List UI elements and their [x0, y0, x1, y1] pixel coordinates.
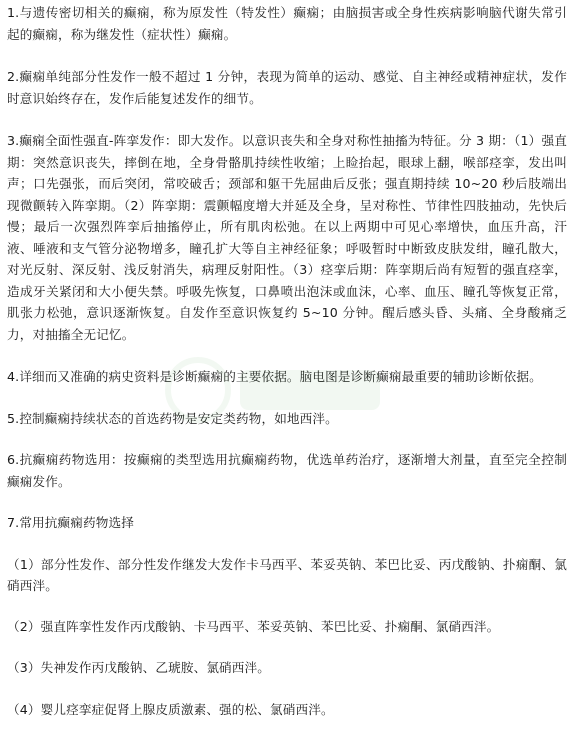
- paragraph-partial-seizure-drugs: （1）部分性发作、部分性发作继发大发作卡马西平、苯妥英钠、苯巴比妥、丙戊酸钠、扑痫酮、氯硝西泮。: [7, 556, 567, 593]
- paragraph-hereditary-epilepsy: 1.与遗传密切相关的癫痫，称为原发性（特发性）癫痫；由脑损害或全身性疾病影响脑代谢失常引起的癫痫，称为继发性（症状性）癫痫。: [7, 5, 567, 42]
- paragraph-tonic-clonic-drugs: （2）强直阵挛性发作丙戊酸钠、卡马西平、苯妥英钠、苯巴比妥、扑痫酮、氯硝西泮。: [7, 618, 500, 634]
- paragraph-diagnosis-basis: 4.详细而又准确的病史资料是诊断癫痫的主要依据。脑电图是诊断癫痫最重要的辅助诊断依据。: [7, 369, 542, 384]
- paragraph-status-epilepticus-drug: 5.控制癫痫持续状态的首选药物是安定类药物，如地西泮。: [7, 410, 338, 426]
- paragraph-drug-selection: 6.抗癫痫药物选用：按癫痫的类型选用抗癫痫药物，优选单药治疗，逐渐增大剂量，直至完全控制癫痫发作。: [7, 452, 567, 489]
- paragraph-simple-partial-seizure: 2.癫痫单纯部分性发作一般不超过 1 分钟，表现为简单的运动、感觉、自主神经或精神症状，发作时意识始终存在，发作后能复述发作的细节。: [7, 69, 567, 106]
- paragraph-infantile-spasm-drugs: （4）婴儿痉挛症促肾上腺皮质激素、强的松、氯硝西泮。: [7, 701, 334, 717]
- paragraph-absence-seizure-drugs: （3）失神发作丙戊酸钠、乙琥胺、氯硝西泮。: [7, 660, 271, 675]
- paragraph-tonic-clonic-seizure: 3.癫痫全面性强直-阵挛发作：即大发作。以意识丧失和全身对称性抽搐为特征。分 3 期：（1）强直期：突然意识丧失，摔倒在地，全身骨骼肌持续性收缩；上睑抬起，眼球上翻，喉部痉挛，发出叫声；口先强张，而后突闭，常咬破舌；颈部和躯干先屈曲后反张；强直期持续 10~20 秒后肢端出现微颤转入阵挛期。（2）阵挛期：震颤幅度增大并延及全身，呈对称性、节律性四肢抽动，先快后慢；最后一次强烈阵挛后抽搐停止，所有肌肉松弛。在以上两期中可见心率增快，血压升高，汗液、唾液和支气管分泌物增多，瞳孔扩大等自主神经征象；呼吸暂时中断致皮肤发绀，瞳孔散大，对光反射、深反射、浅反射消失，病理反射阳性。（3）痉挛后期：阵挛期后尚有短暂的强直痉挛，造成牙关紧闭和大小便失禁。呼吸先恢复，口鼻喷出泡沫或血沫，心率、血压、瞳孔等恢复正常，肌张力松弛，意识逐渐恢复。自发作至意识恢复约 5~10 分钟。醒后感头昏、头痛、全身酸痛乏力，对抽搐全无记忆。: [7, 133, 567, 342]
- paragraph-common-drugs-heading: 7.常用抗癫痫药物选择: [7, 515, 135, 530]
